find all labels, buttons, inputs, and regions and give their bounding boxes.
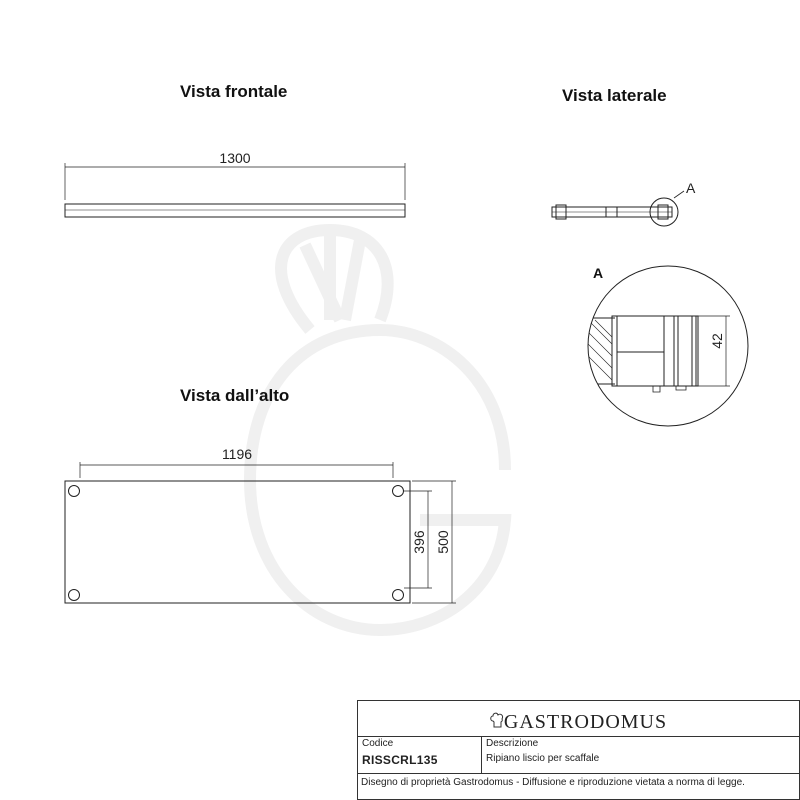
watermark-logo bbox=[250, 230, 505, 630]
side-view-drawing bbox=[552, 191, 684, 226]
code-cell bbox=[358, 736, 482, 773]
side-callout-label: A bbox=[686, 180, 696, 196]
corner-hole bbox=[69, 486, 80, 497]
corner-hole bbox=[393, 590, 404, 601]
company-logo: GASTRODOMUS bbox=[358, 701, 799, 737]
front-width-dimension: 1300 bbox=[219, 150, 251, 166]
description-value: Ripiano liscio per scaffale bbox=[486, 753, 600, 764]
top-outer-dimension: 500 bbox=[435, 530, 451, 554]
side-view-title: Vista laterale bbox=[562, 86, 667, 105]
top-width-dimension: 1196 bbox=[221, 446, 253, 462]
description-cell bbox=[482, 736, 799, 773]
top-inner-dimension: 396 bbox=[411, 530, 427, 554]
front-view-shelf bbox=[65, 204, 405, 217]
corner-hole bbox=[393, 486, 404, 497]
chef-hat-icon bbox=[490, 712, 504, 730]
top-view-title: Vista dall’alto bbox=[180, 386, 290, 405]
code-value: RISSCRL135 bbox=[362, 753, 438, 767]
code-label: Codice bbox=[362, 738, 394, 749]
detail-height-dimension: 42 bbox=[709, 333, 725, 349]
ownership-notice: Disegno di proprietà Gastrodomus - Diffusione e riproduzione vietata a norma di legge. bbox=[361, 777, 745, 788]
title-block-info-row bbox=[358, 736, 799, 774]
top-view-shelf bbox=[65, 481, 410, 603]
front-view-drawing bbox=[65, 163, 405, 217]
description-label: Descrizione bbox=[486, 738, 539, 749]
detail-a-label: A bbox=[593, 265, 604, 281]
corner-hole bbox=[69, 590, 80, 601]
title-block bbox=[357, 700, 800, 800]
front-view-title: Vista frontale bbox=[180, 82, 288, 101]
